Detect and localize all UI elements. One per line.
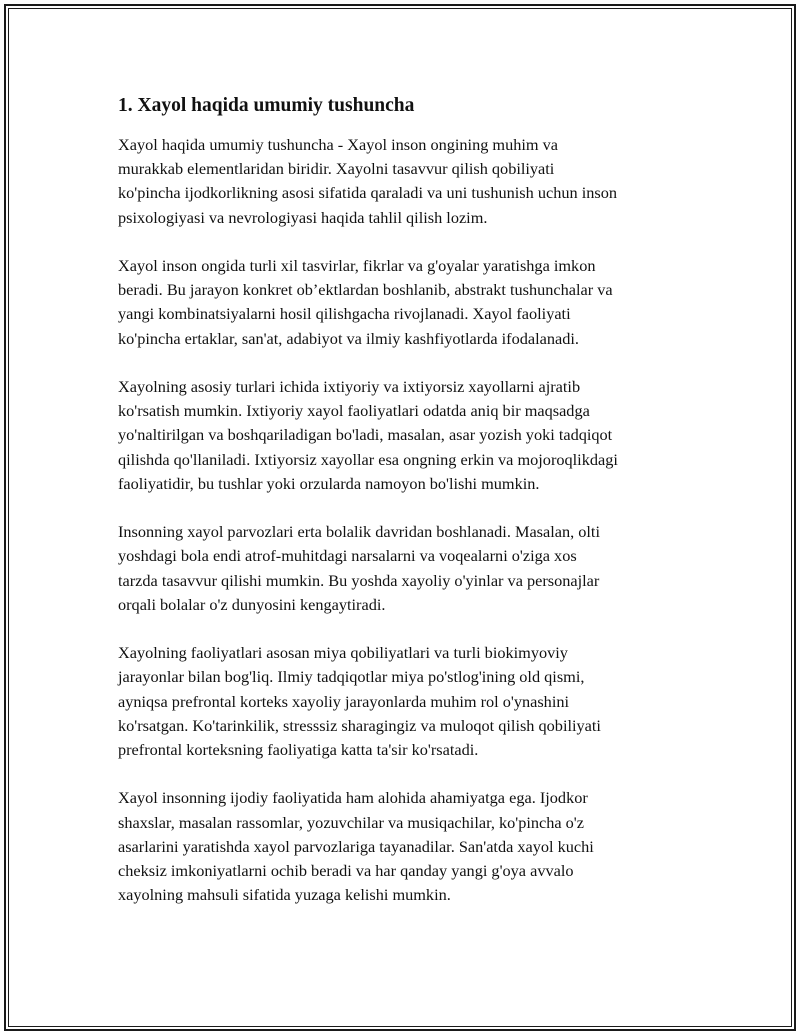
paragraph-6: Xayol insonning ijodiy faoliyatida ham alohida ahamiyatga ega. Ijodkor shaxslar, masalan rassomlar, yozuvchilar va musiqachilar, ko'pincha o'z asarlarini yaratishda xayol parvozlariga tayanadilar. San'atda xayol kuchi cheksiz imkoniyatlarni ochib beradi va har qanday yangi g'oya avvalo xayolning mahsuli sifatida yuzaga kelishi mumkin. [118,788,594,905]
paragraph-1: Xayol haqida umumiy tushuncha - Xayol inson ongining muhim va murakkab elementlaridan biridir. Xayolni tasavvur qilish qobiliyati ko'pincha ijodkorlikning asosi sifatida qaraladi va uni tushunish uchun inson psixologiyasi va nevrologiyasi haqida tahlil qilish lozim. [118,135,617,227]
paragraph-2: Xayol inson ongida turli xil tasvirlar, fikrlar va g'oyalar yaratishga imkon beradi. Bu jarayon konkret ob’ektlardan boshlanib, abstrakt tushunchalar va yangi kombinatsiyalarni hosil qilishgacha rivojlanadi. Xayol faoliyati ko'pincha ertaklar, san'at, adabiyot va ilmiy kashfiyotlarda ifodalanadi. [118,256,613,348]
section-title: 1. Xayol haqida umumiy tushuncha [118,95,415,116]
document-body [118,92,698,932]
paragraph-5: Xayolning faoliyatlari asosan miya qobiliyatlari va turli biokimyoviy jarayonlar bilan bog'liq. Ilmiy tadqiqotlar miya po'stlog'ining old qismi, ayniqsa prefrontal korteks xayoliy jarayonlarda muhim rol o'ynashini ko'rsatgan. Ko'tarinkilik, stresssiz sharagingiz va muloqot qilish qobiliyati prefrontal korteksning faoliyatiga katta ta'sir ko'rsatadi. [118,643,601,760]
paragraph-4: Insonning xayol parvozlari erta bolalik davridan boshlanadi. Masalan, olti yoshdagi bola endi atrof-muhitdagi narsalarni va voqealarni o'ziga xos tarzda tasavvur qilishi mumkin. Bu yoshda xayoliy o'yinlar va personajlar orqali bolalar o'z dunyosini kengaytiradi. [118,522,600,614]
paragraph-3: Xayolning asosiy turlari ichida ixtiyoriy va ixtiyorsiz xayollarni ajratib ko'rsatish mumkin. Ixtiyoriy xayol faoliyatlari odatda aniq bir maqsadga yo'naltirilgan va boshqariladigan bo'ladi, masalan, asar yozish yoki tadqiqot qilishda qo'llaniladi. Ixtiyorsiz xayollar esa ongning erkin va mojoroqlikdagi faoliyatidir, bu tushlar yoki orzularda namoyon bo'lishi mumkin. [118,377,618,493]
